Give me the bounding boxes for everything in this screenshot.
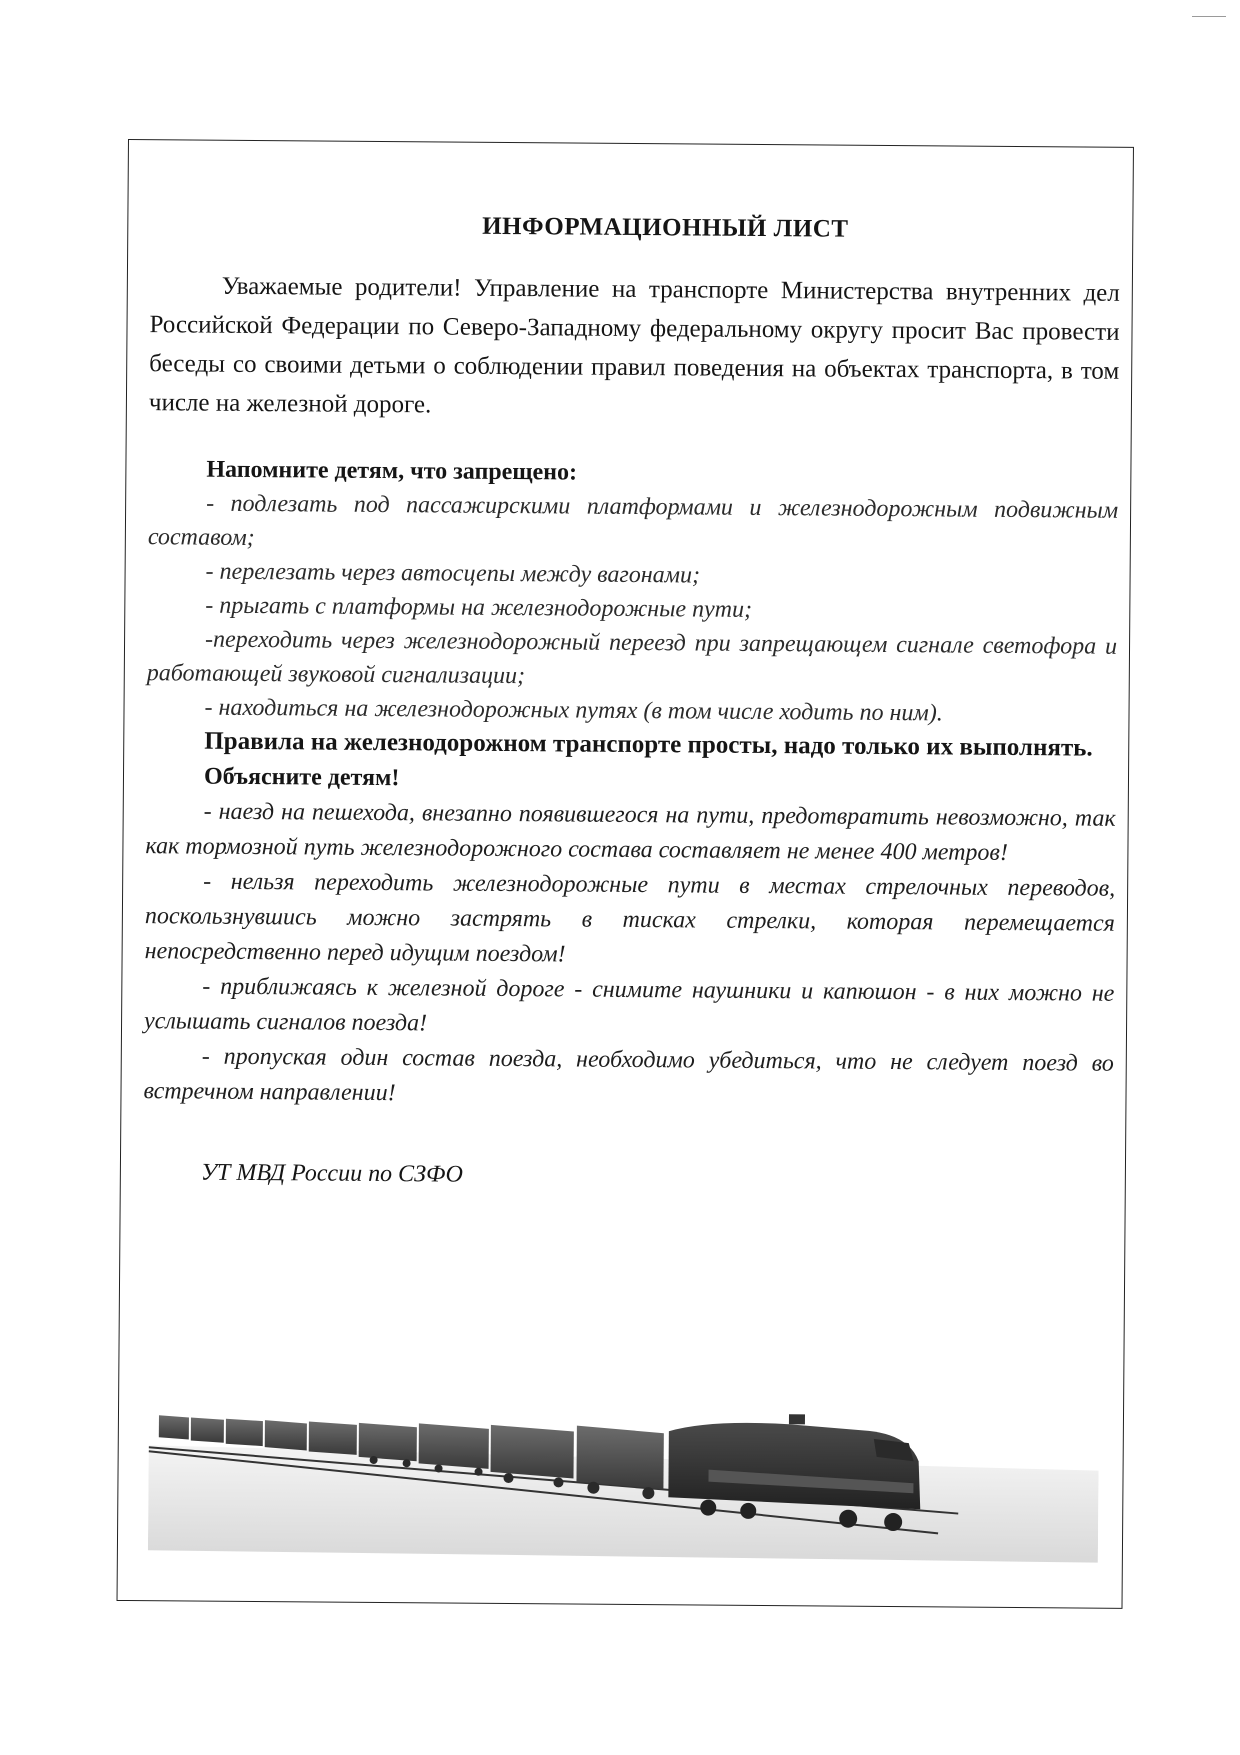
- wagon: [490, 1425, 573, 1479]
- wagon: [159, 1415, 189, 1439]
- forbidden-heading: Напомните детям, что запрещено:: [206, 456, 578, 486]
- forbidden-item: -переходить через железнодорожный переезд при запрещающем сигнале светофора и работающей звуковой сигнализации;: [146, 626, 1118, 690]
- rules-statement: Правила на железнодорожном транспорте просты, надо только их выполнять.: [204, 727, 1093, 762]
- forbidden-item: - перелезать через автосцепы между вагонами;: [205, 558, 701, 589]
- wagon: [576, 1426, 663, 1490]
- explain-item: - нельзя переходить железнодорожные пути в местах стрелочных переводов, поскользнувшись можно застрять в тисках стрелки, которая перемещается непосредственно перед идущим поездом!: [144, 868, 1116, 968]
- train-svg: [148, 1385, 1099, 1567]
- explain-item: - пропуская один состав поезда, необходимо убедиться, что не следует поезд во встречном направлении!: [143, 1043, 1114, 1107]
- explain-item: - наезд на пешехода, внезапно появившегося на пути, предотвратить невозможно, так как тормозной путь железнодорожного состава составляет не менее 400 метров!: [145, 798, 1116, 866]
- document-frame: [117, 139, 1134, 1609]
- signature: УТ МВД России по СЗФО: [200, 1159, 464, 1188]
- intro-paragraph: Уважаемые родители! Управление на транспорте Министерства внутренних дел Российской Федерации по Северо-Западному федеральному округу просит Вас провести беседы со своими детьми о соблюдении правил поведения на объектах транспорта, в том числе на железной дороге.: [148, 272, 1120, 419]
- wagon: [226, 1419, 263, 1446]
- page-corner-mark: [1192, 16, 1226, 17]
- wagon: [309, 1421, 357, 1454]
- train-illustration: [148, 1385, 1099, 1567]
- explain-heading: Объясните детям!: [203, 763, 400, 792]
- forbidden-item: - подлезать под пассажирскими платформами и железнодорожным подвижным составом;: [147, 490, 1119, 552]
- wagon: [359, 1423, 417, 1461]
- forbidden-item: - прыгать с платформы на железнодорожные пути;: [205, 592, 753, 623]
- wagon: [191, 1418, 224, 1443]
- explain-item: - приближаясь к железной дороге - снимите наушники и капюшон - в них можно не услышать сигналов поезда!: [143, 973, 1115, 1037]
- document-title: ИНФОРМАЦИОННЫЙ ЛИСТ: [482, 212, 849, 243]
- wagon: [265, 1420, 307, 1450]
- document-content: [143, 210, 1121, 1197]
- wagon: [419, 1423, 489, 1469]
- forbidden-item: - находиться на железнодорожных путях (в том числе ходить по ним).: [204, 694, 943, 727]
